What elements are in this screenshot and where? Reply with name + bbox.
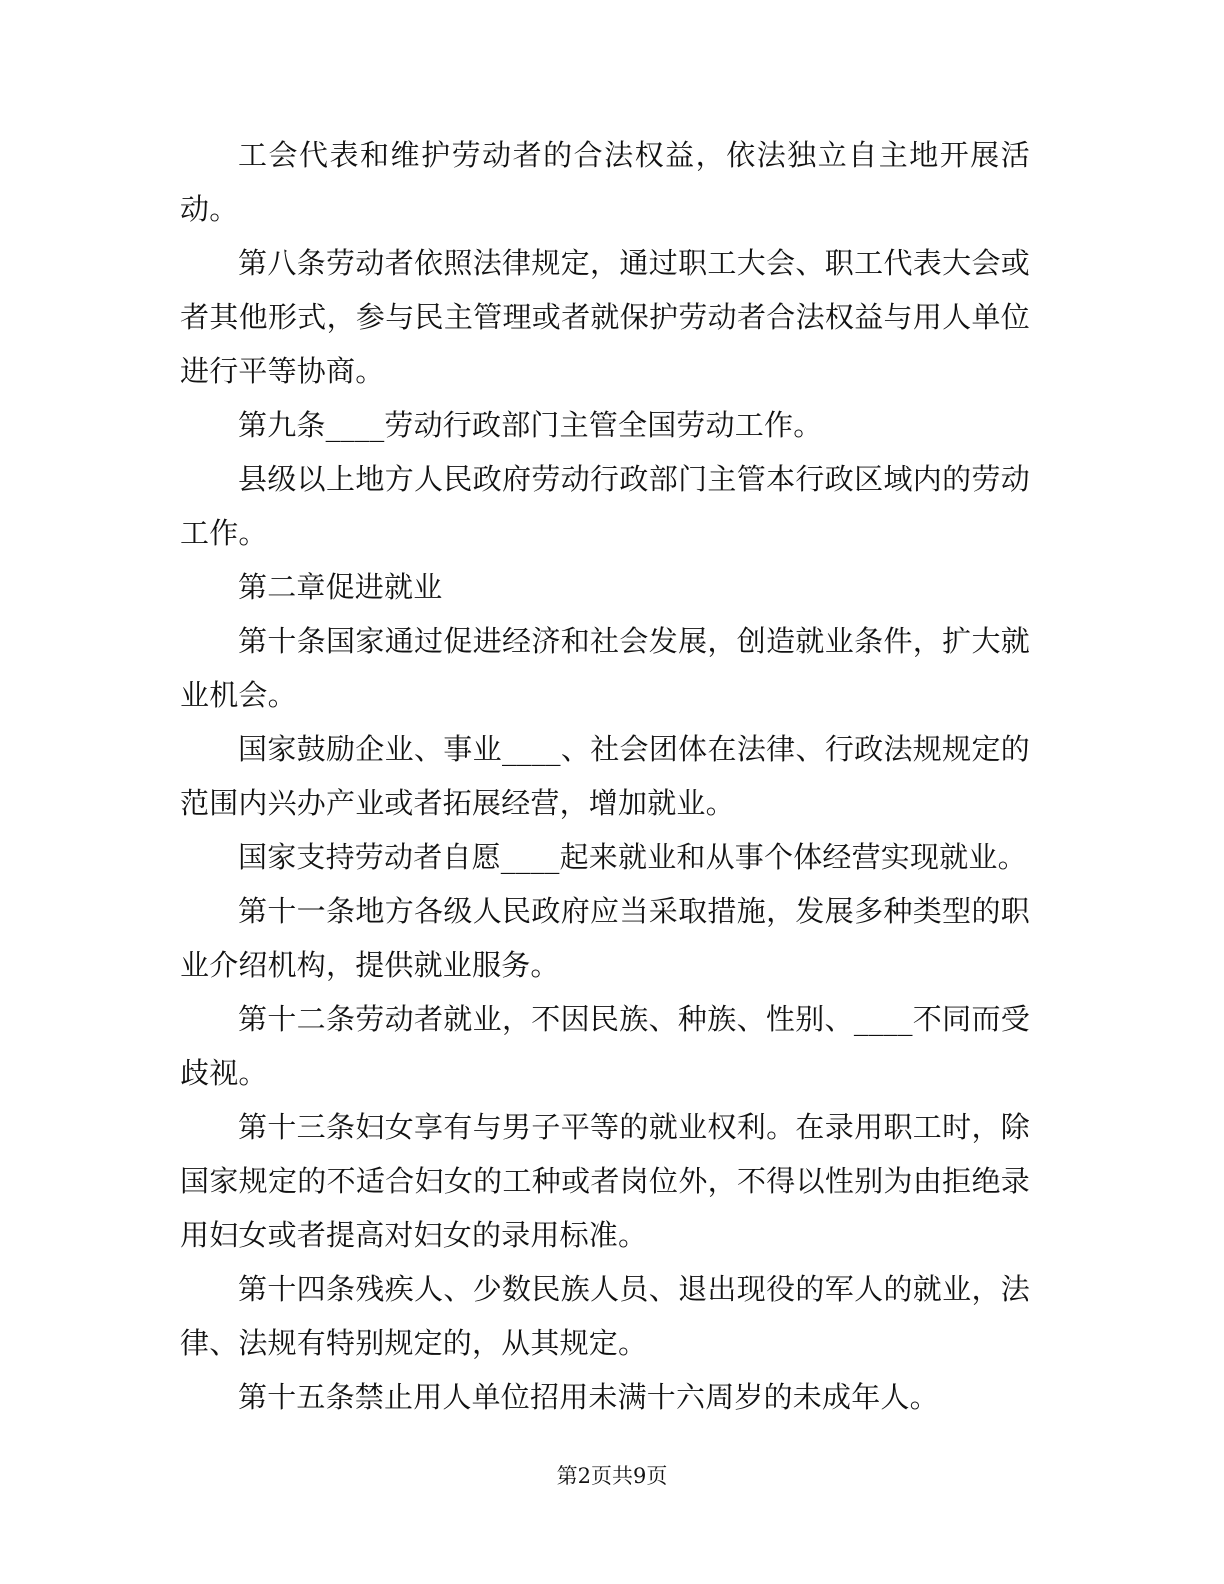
chapter-heading: 第二章促进就业	[238, 570, 443, 604]
paragraph: 国家鼓励企业、事业____、社会团体在法律、行政法规规定的范围内兴办产业或者拓展经营，增加就业。	[180, 732, 1030, 820]
paragraph: 第十四条残疾人、少数民族人员、退出现役的军人的就业，法律、法规有特别规定的，从其规定。	[180, 1272, 1030, 1360]
paragraph: 第十二条劳动者就业，不因民族、种族、性别、____不同而受歧视。	[180, 1002, 1030, 1090]
paragraph: 第十五条禁止用人单位招用未满十六周岁的未成年人。	[238, 1380, 939, 1414]
paragraph: 第八条劳动者依照法律规定，通过职工大会、职工代表大会或者其他形式，参与民主管理或者就保护劳动者合法权益与用人单位进行平等协商。	[180, 246, 1030, 388]
paragraph: 第十三条妇女享有与男子平等的就业权利。在录用职工时，除国家规定的不适合妇女的工种或者岗位外，不得以性别为由拒绝录用妇女或者提高对妇女的录用标准。	[180, 1110, 1030, 1252]
document-body	[180, 128, 1030, 1424]
paragraph: 县级以上地方人民政府劳动行政部门主管本行政区域内的劳动工作。	[180, 462, 1030, 550]
paragraph: 工会代表和维护劳动者的合法权益，依法独立自主地开展活动。	[180, 138, 1030, 226]
paragraph: 第十一条地方各级人民政府应当采取措施，发展多种类型的职业介绍机构，提供就业服务。	[180, 894, 1030, 982]
paragraph: 第九条____劳动行政部门主管全国劳动工作。	[238, 408, 823, 442]
paragraph: 第十条国家通过促进经济和社会发展，创造就业条件，扩大就业机会。	[180, 624, 1030, 712]
page-number-footer: 第2页共9页	[556, 1464, 668, 1488]
paragraph: 国家支持劳动者自愿____起来就业和从事个体经营实现就业。	[238, 840, 1027, 874]
